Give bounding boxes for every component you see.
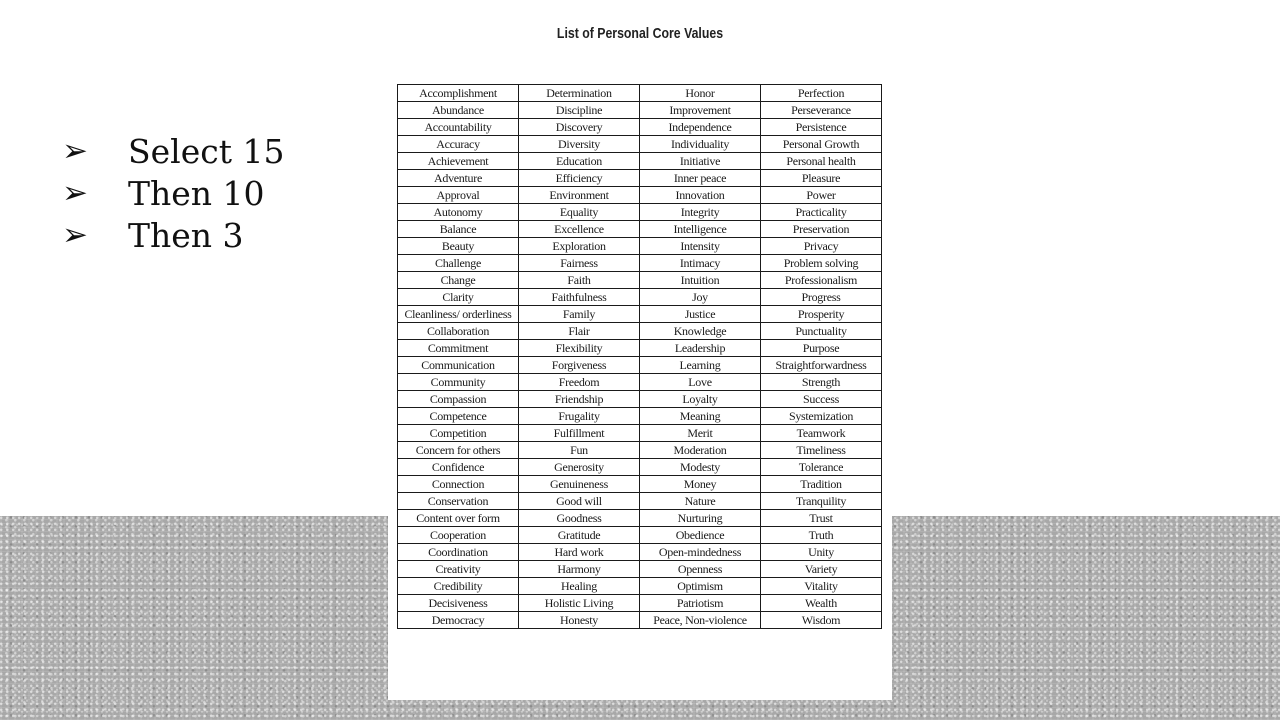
table-cell: Persistence [761, 119, 882, 136]
table-cell: Family [519, 306, 640, 323]
table-row [398, 119, 882, 136]
table-row [398, 85, 882, 102]
table-row [398, 527, 882, 544]
table-cell: Accomplishment [398, 85, 519, 102]
table-cell: Personal Growth [761, 136, 882, 153]
table-cell: Flexibility [519, 340, 640, 357]
table-row [398, 255, 882, 272]
table-cell: Wealth [761, 595, 882, 612]
table-row [398, 612, 882, 629]
table-row [398, 374, 882, 391]
table-cell: Hard work [519, 544, 640, 561]
table-cell: Fun [519, 442, 640, 459]
table-cell: Clarity [398, 289, 519, 306]
table-row [398, 459, 882, 476]
table-cell: Community [398, 374, 519, 391]
table-cell: Accountability [398, 119, 519, 136]
table-cell: Privacy [761, 238, 882, 255]
table-cell: Independence [640, 119, 761, 136]
instruction-item [62, 214, 284, 256]
table-cell: Education [519, 153, 640, 170]
table-cell: Coordination [398, 544, 519, 561]
table-cell: Meaning [640, 408, 761, 425]
table-cell: Excellence [519, 221, 640, 238]
table-cell: Good will [519, 493, 640, 510]
table-cell: Justice [640, 306, 761, 323]
table-cell: Forgiveness [519, 357, 640, 374]
table-row [398, 595, 882, 612]
table-cell: Timeliness [761, 442, 882, 459]
table-row [398, 408, 882, 425]
table-cell: Optimism [640, 578, 761, 595]
table-cell: Preservation [761, 221, 882, 238]
table-row [398, 272, 882, 289]
table-cell: Competence [398, 408, 519, 425]
table-row [398, 510, 882, 527]
instruction-text: Select 15 [128, 131, 285, 171]
table-row [398, 136, 882, 153]
table-cell: Commitment [398, 340, 519, 357]
table-cell: Cooperation [398, 527, 519, 544]
table-cell: Innovation [640, 187, 761, 204]
arrow-bullet-icon: ➢ [62, 216, 88, 253]
table-cell: Tradition [761, 476, 882, 493]
table-cell: Equality [519, 204, 640, 221]
table-cell: Intimacy [640, 255, 761, 272]
table-cell: Decisiveness [398, 595, 519, 612]
table-cell: Honesty [519, 612, 640, 629]
table-cell: Flair [519, 323, 640, 340]
instruction-item [62, 130, 284, 172]
table-cell: Collaboration [398, 323, 519, 340]
table-cell: Purpose [761, 340, 882, 357]
table-cell: Honor [640, 85, 761, 102]
table-row [398, 238, 882, 255]
table-cell: Faith [519, 272, 640, 289]
table-cell: Strength [761, 374, 882, 391]
table-cell: Generosity [519, 459, 640, 476]
table-cell: Balance [398, 221, 519, 238]
table-row [398, 306, 882, 323]
instruction-text: Then 3 [128, 215, 244, 255]
table-cell: Competition [398, 425, 519, 442]
table-cell: Environment [519, 187, 640, 204]
table-cell: Perseverance [761, 102, 882, 119]
table-row [398, 544, 882, 561]
table-cell: Love [640, 374, 761, 391]
table-cell: Inner peace [640, 170, 761, 187]
table-row [398, 442, 882, 459]
table-row [398, 357, 882, 374]
table-cell: Initiative [640, 153, 761, 170]
table-cell: Loyalty [640, 391, 761, 408]
arrow-bullet-icon: ➢ [62, 132, 88, 169]
table-row [398, 204, 882, 221]
table-row [398, 170, 882, 187]
table-cell: Approval [398, 187, 519, 204]
table-cell: Diversity [519, 136, 640, 153]
table-cell: Punctuality [761, 323, 882, 340]
table-cell: Progress [761, 289, 882, 306]
table-cell: Adventure [398, 170, 519, 187]
table-cell: Problem solving [761, 255, 882, 272]
table-cell: Nurturing [640, 510, 761, 527]
table-cell: Success [761, 391, 882, 408]
table-cell: Trust [761, 510, 882, 527]
table-cell: Efficiency [519, 170, 640, 187]
table-cell: Knowledge [640, 323, 761, 340]
core-values-document [388, 0, 892, 700]
table-cell: Money [640, 476, 761, 493]
table-cell: Achievement [398, 153, 519, 170]
table-cell: Joy [640, 289, 761, 306]
table-cell: Learning [640, 357, 761, 374]
table-cell: Freedom [519, 374, 640, 391]
table-cell: Tranquility [761, 493, 882, 510]
table-cell: Open-mindedness [640, 544, 761, 561]
table-cell: Abundance [398, 102, 519, 119]
table-cell: Confidence [398, 459, 519, 476]
table-cell: Intuition [640, 272, 761, 289]
table-cell: Nature [640, 493, 761, 510]
table-row [398, 153, 882, 170]
table-cell: Discovery [519, 119, 640, 136]
table-cell: Challenge [398, 255, 519, 272]
table-cell: Fulfillment [519, 425, 640, 442]
table-cell: Personal health [761, 153, 882, 170]
table-cell: Vitality [761, 578, 882, 595]
arrow-bullet-icon: ➢ [62, 174, 88, 211]
table-row [398, 476, 882, 493]
table-row [398, 323, 882, 340]
table-cell: Connection [398, 476, 519, 493]
table-row [398, 561, 882, 578]
table-cell: Perfection [761, 85, 882, 102]
table-cell: Conservation [398, 493, 519, 510]
table-cell: Healing [519, 578, 640, 595]
table-cell: Teamwork [761, 425, 882, 442]
table-cell: Genuineness [519, 476, 640, 493]
table-cell: Determination [519, 85, 640, 102]
table-cell: Accuracy [398, 136, 519, 153]
table-cell: Unity [761, 544, 882, 561]
table-cell: Discipline [519, 102, 640, 119]
table-cell: Gratitude [519, 527, 640, 544]
table-cell: Leadership [640, 340, 761, 357]
table-cell: Modesty [640, 459, 761, 476]
table-cell: Obedience [640, 527, 761, 544]
table-cell: Creativity [398, 561, 519, 578]
table-cell: Cleanliness/ orderliness [398, 306, 519, 323]
table-cell: Friendship [519, 391, 640, 408]
table-cell: Concern for others [398, 442, 519, 459]
table-cell: Straightforwardness [761, 357, 882, 374]
table-cell: Harmony [519, 561, 640, 578]
table-cell: Intensity [640, 238, 761, 255]
table-cell: Change [398, 272, 519, 289]
table-cell: Fairness [519, 255, 640, 272]
instruction-text: Then 10 [128, 173, 265, 213]
table-cell: Faithfulness [519, 289, 640, 306]
table-cell: Systemization [761, 408, 882, 425]
table-cell: Pleasure [761, 170, 882, 187]
table-cell: Power [761, 187, 882, 204]
table-cell: Intelligence [640, 221, 761, 238]
table-cell: Merit [640, 425, 761, 442]
table-cell: Integrity [640, 204, 761, 221]
table-row [398, 425, 882, 442]
table-cell: Autonomy [398, 204, 519, 221]
table-row [398, 289, 882, 306]
table-row [398, 187, 882, 204]
table-cell: Goodness [519, 510, 640, 527]
table-cell: Truth [761, 527, 882, 544]
table-cell: Improvement [640, 102, 761, 119]
table-cell: Beauty [398, 238, 519, 255]
table-cell: Frugality [519, 408, 640, 425]
table-cell: Exploration [519, 238, 640, 255]
table-cell: Professionalism [761, 272, 882, 289]
table-cell: Compassion [398, 391, 519, 408]
instruction-item [62, 172, 284, 214]
table-row [398, 221, 882, 238]
table-cell: Practicality [761, 204, 882, 221]
table-cell: Content over form [398, 510, 519, 527]
table-cell: Openness [640, 561, 761, 578]
core-values-table [397, 84, 882, 629]
table-row [398, 340, 882, 357]
table-cell: Prosperity [761, 306, 882, 323]
table-cell: Individuality [640, 136, 761, 153]
table-cell: Democracy [398, 612, 519, 629]
table-row [398, 391, 882, 408]
table-cell: Tolerance [761, 459, 882, 476]
table-row [398, 493, 882, 510]
table-cell: Holistic Living [519, 595, 640, 612]
table-cell: Peace, Non-violence [640, 612, 761, 629]
table-cell: Communication [398, 357, 519, 374]
document-title: List of Personal Core Values [556, 25, 724, 42]
table-row [398, 578, 882, 595]
table-cell: Patriotism [640, 595, 761, 612]
table-cell: Moderation [640, 442, 761, 459]
instruction-list [62, 130, 284, 256]
table-cell: Variety [761, 561, 882, 578]
table-cell: Wisdom [761, 612, 882, 629]
table-cell: Credibility [398, 578, 519, 595]
table-row [398, 102, 882, 119]
